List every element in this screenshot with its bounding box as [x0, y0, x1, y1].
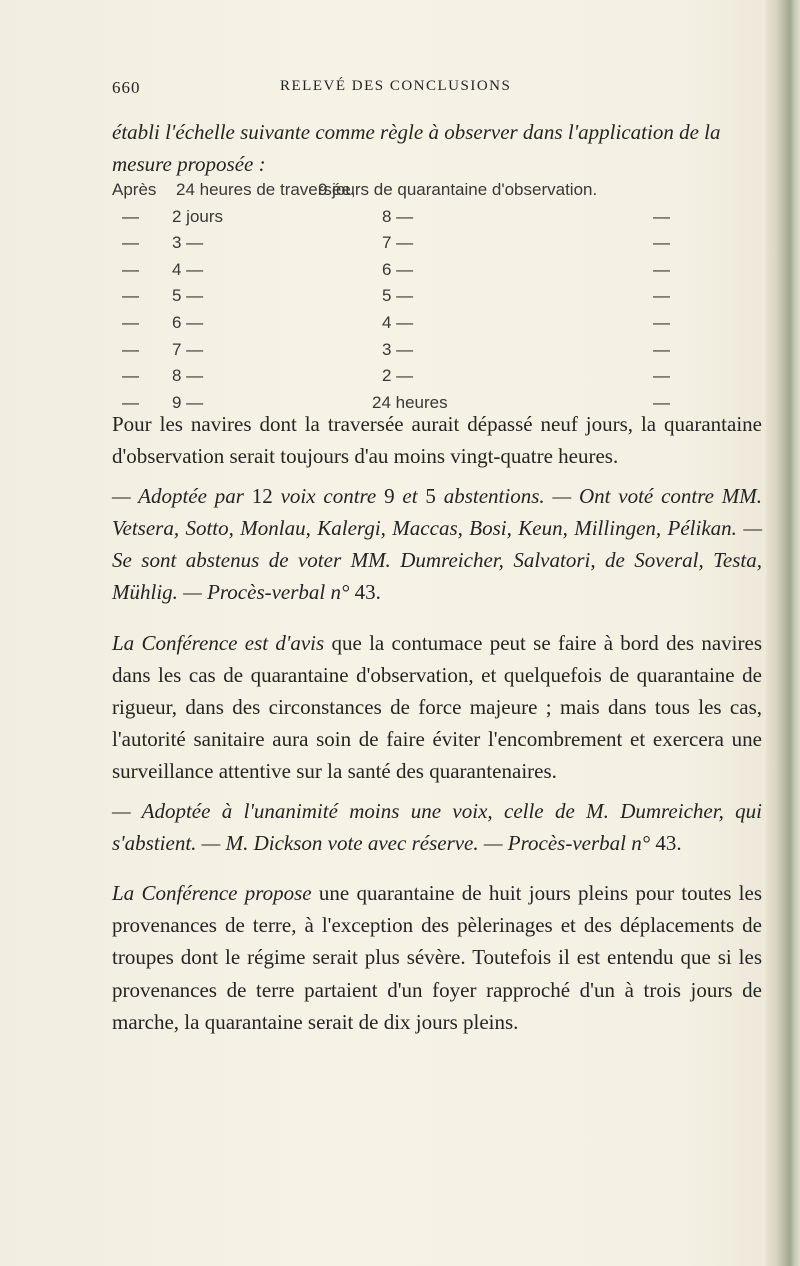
- vote-text: abstentions. — Ont voté contre MM. Vetsera, Sotto, Monlau, Kalergi, Maccas, Bosi, Keun, Millingen, Pélikan. — Se sont abstenus de voter MM. Dumreicher, Salvatori, de Soveral, Testa, Mühlig. — Procès-verbal n°: [112, 484, 762, 605]
- row-tail: —: [653, 339, 670, 359]
- table-row: [112, 207, 772, 234]
- row-prefix: Après: [112, 180, 157, 199]
- table-row: [112, 260, 772, 287]
- row-dash: —: [122, 366, 139, 386]
- vote-text: voix contre: [272, 484, 385, 509]
- row-dash: —: [122, 233, 139, 253]
- table-row: [112, 233, 772, 260]
- row-crossing: 4 —: [172, 259, 204, 279]
- table-row: [112, 313, 772, 340]
- row-dash: —: [122, 312, 139, 332]
- row-tail: —: [653, 259, 670, 279]
- vote-count: 5: [425, 484, 436, 509]
- row-quarantine: 4 —: [382, 312, 414, 332]
- vote-count: 12: [251, 484, 273, 509]
- row-tail: —: [653, 233, 670, 253]
- row-dash: —: [122, 339, 139, 359]
- paragraph-text: que la contumace peut se faire à bord des navires dans les cas de quarantaine d'observation, et quelquefois de quarantaine de rigueur, dans des circonstances de force majeure ; mais dans tous les cas, l'autorité sanitaire aura soin de faire éviter l'encombrement et exercera une surveillance attentive sur la santé des quarantenaires.: [112, 630, 762, 783]
- running-title: RELEVÉ DES CONCLUSIONS: [280, 78, 512, 94]
- vote-text: et: [394, 484, 426, 509]
- row-tail: —: [653, 286, 670, 306]
- table-row: [112, 286, 772, 313]
- row-crossing: 6 —: [172, 312, 204, 332]
- body-text: [112, 408, 762, 1046]
- vote-text: — Adoptée à l'unanimité moins une voix, celle de M. Dumreicher, qui s'abstient. — M. Dickson vote avec réserve. — Procès-verbal n°: [112, 799, 762, 856]
- row-dash: —: [122, 392, 139, 412]
- vote-text: — Adoptée par: [112, 484, 252, 509]
- vote-count: 9: [384, 484, 395, 509]
- row-quarantine: 3 —: [382, 339, 414, 359]
- row-tail: —: [653, 312, 670, 332]
- row-tail: —: [653, 392, 670, 412]
- row-dash: —: [122, 259, 139, 279]
- row-crossing: 5 —: [172, 286, 204, 306]
- row-crossing: 2 jours: [172, 206, 224, 226]
- row-quarantine: 7 —: [382, 233, 414, 253]
- paragraph-navires: Pour les navires dont la traversée aurait dépassé neuf jours, la quarantaine d'observation serait toujours d'au moins vingt-quatre heures.: [112, 412, 762, 469]
- proces-verbal-number: 43.: [655, 831, 682, 856]
- row-quarantine: 9 jours de quarantaine d'observation.: [318, 180, 598, 199]
- row-dash: —: [122, 206, 139, 226]
- row-tail: —: [653, 366, 670, 386]
- row-quarantine: 2 —: [382, 366, 414, 386]
- table-row: [112, 340, 772, 367]
- row-crossing: 3 —: [172, 233, 204, 253]
- conference-lead: La Conférence est d'avis: [112, 630, 325, 655]
- row-duration: 24 heures de traversée,: [176, 180, 356, 199]
- paragraph-text: une quarantaine de huit jours pleins pour toutes les provenances de terre, à l'exception des pèlerinages et des déplacements de troupes dont le régime serait plus sévère. Toutefois il est entendu que si les provenances de terre partaient d'un foyer rapproché d'un à trois jours de marche, la quarantaine serait de dix jours pleins.: [112, 881, 762, 1034]
- row-quarantine: 5 —: [382, 286, 414, 306]
- proces-verbal-number: 43.: [354, 580, 381, 605]
- paragraph-provenances: [112, 877, 762, 1037]
- row-quarantine: 8 —: [382, 206, 414, 226]
- row-quarantine: 6 —: [382, 259, 414, 279]
- intro-text: établi l'échelle suivante comme règle à observer dans l'application de la mesure proposée :: [112, 120, 721, 176]
- paragraph-contumace: [112, 627, 762, 787]
- page-number: 660: [112, 78, 141, 97]
- conference-lead: La Conférence propose: [112, 881, 312, 906]
- row-crossing: 8 —: [172, 366, 204, 386]
- row-crossing: 9 —: [172, 392, 204, 412]
- paragraph-vote-2: [112, 795, 762, 859]
- row-crossing: 7 —: [172, 339, 204, 359]
- paragraph-vote-1: [112, 480, 762, 608]
- row-tail: —: [653, 206, 670, 226]
- quarantine-scale-table: [112, 180, 772, 419]
- row-dash: —: [122, 286, 139, 306]
- table-row: [112, 366, 772, 393]
- page-header: [112, 78, 760, 104]
- row-quarantine: 24 heures: [372, 392, 448, 412]
- table-row: [112, 180, 772, 207]
